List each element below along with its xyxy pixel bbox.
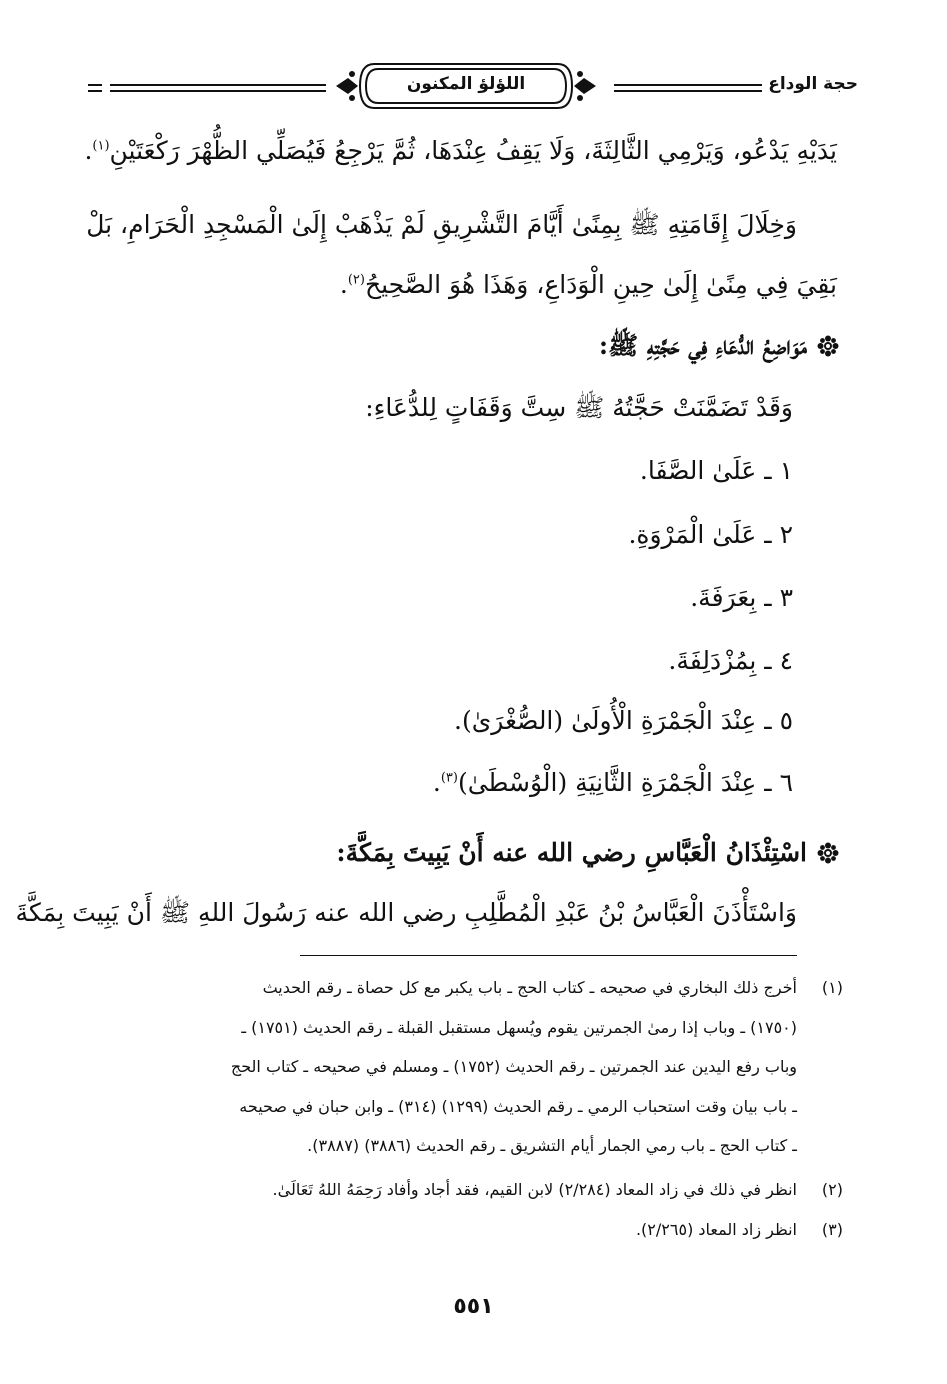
section-heading	[336, 840, 839, 865]
footnote-number: (٢)	[821, 1180, 843, 1199]
heading-text: مَوَاضِعُ الدُّعَاءِ فِي حَجَّتِهِ ﷺ:	[598, 331, 807, 360]
book-title-frame	[334, 56, 598, 116]
text-line-end: .	[432, 768, 441, 797]
footnote-ref: (٣)	[440, 770, 458, 786]
text-line-3: بَقِيَ فِي مِنًىٰ إِلَىٰ حِينِ الْوَدَاعِ، وَهَذَا هُوَ الصَّحِيحُ	[364, 270, 837, 299]
footnote-line: انظر زاد المعاد (٢/٢٦٥).	[635, 1220, 797, 1239]
running-header	[88, 52, 858, 122]
text-line-5: وَاسْتَأْذَنَ الْعَبَّاسُ بْنُ عَبْدِ الْمُطَّلِبِ رضي الله عنه رَسُولَ اللهِ ﷺ أَنْ يَبِيتَ بِمَكَّةَ	[15, 898, 797, 927]
text-line-end: .	[339, 270, 348, 299]
chapter-title: حجة الوداع	[768, 74, 858, 94]
text-line-1: يَدَيْهِ يَدْعُو، وَيَرْمِي الثَّالِثَةَ، وَلَا يَقِفُ عِنْدَهَا، ثُمَّ يَرْجِعُ فَيُصَلِّي الظُّهْرَ رَكْعَتَيْنِ	[109, 136, 837, 165]
text-line-2: وَخِلَالَ إِقَامَتِهِ ﷺ بِمِنًىٰ أَيَّامَ التَّشْرِيقِ لَمْ يَذْهَبْ إِلَىٰ الْمَسْجِدِ الْحَرَامِ، بَلْ	[86, 210, 797, 239]
footnote-line: وباب رفع اليدين عند الجمرتين ـ رقم الحديث (١٧٥٢) ـ ومسلم في صحيحه ـ كتاب الحج	[230, 1057, 797, 1076]
list-item: ٣ ـ بِعَرَفَةَ.	[690, 583, 793, 612]
footnote-number: (٣)	[821, 1220, 843, 1239]
header-rule-end	[88, 84, 102, 92]
text-line	[84, 138, 837, 163]
heading-text: اسْتِئْذَانُ الْعَبَّاسِ رضي الله عنه أَنْ يَبِيتَ بِمَكَّةَ:	[336, 838, 807, 867]
flower-icon	[817, 842, 839, 864]
header-double-rule-left	[110, 84, 326, 92]
footnote-line: أخرج ذلك البخاري في صحيحه ـ كتاب الحج ـ باب يكبر مع كل حصاة ـ رقم الحديث	[262, 978, 797, 997]
list-item	[433, 770, 793, 795]
header-double-rule-right	[614, 84, 762, 92]
list-item: ٢ ـ عَلَىٰ الْمَرْوَةِ.	[628, 520, 793, 549]
footnote-line: ـ باب بيان وقت استحباب الرمي ـ رقم الحديث (١٢٩٩) (٣١٤) ـ وابن حبان في صحيحه	[239, 1097, 797, 1116]
book-title: اللؤلؤ المكنون	[406, 74, 526, 94]
footnote-line: (١٧٥٠) ـ وباب إذا رمىٰ الجمرتين يقوم ويُسهل مستقبل القبلة ـ رقم الحديث (١٧٥١) ـ	[241, 1018, 797, 1037]
text-line	[340, 272, 837, 297]
flower-icon	[817, 335, 839, 357]
footnote-ref: (٢)	[347, 272, 365, 288]
list-item: ٥ ـ عِنْدَ الْجَمْرَةِ الْأُولَىٰ (الصُّغْرَىٰ).	[454, 706, 793, 735]
list-item: ٤ ـ بِمُزْدَلِفَةَ.	[668, 646, 793, 675]
footnote-number: (١)	[821, 978, 843, 997]
page-number: ٥٥١	[453, 1294, 494, 1319]
section-heading	[599, 333, 839, 358]
footnote-line: ـ كتاب الحج ـ باب رمي الجمار أيام التشريق ـ رقم الحديث (٣٨٨٦) (٣٨٨٧).	[307, 1136, 797, 1155]
footnote-line: انظر في ذلك في زاد المعاد (٢/٢٨٤) لابن القيم، فقد أجاد وأفاد رَحِمَهُ اللهُ تَعَالَىٰ.	[272, 1180, 797, 1199]
footnote-separator	[300, 955, 797, 956]
list-item-text: ٦ ـ عِنْدَ الْجَمْرَةِ الثَّانِيَةِ (الْوُسْطَىٰ)	[457, 768, 793, 797]
text-line-4: وَقَدْ تَضَمَّنَتْ حَجَّتُهُ ﷺ سِتَّ وَقَفَاتٍ لِلدُّعَاءِ:	[365, 393, 793, 422]
text-line-end: .	[84, 136, 93, 165]
list-item: ١ ـ عَلَىٰ الصَّفَا.	[639, 456, 793, 485]
footnote-ref: (١)	[92, 138, 110, 154]
